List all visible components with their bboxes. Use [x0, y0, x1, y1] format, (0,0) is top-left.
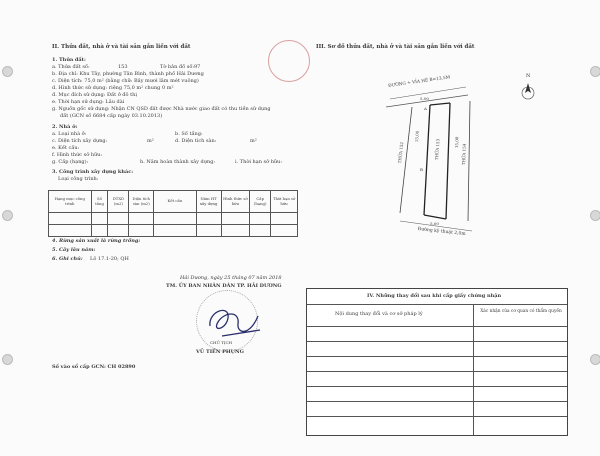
- perennial-heading: 5. Cây lâu năm:: [52, 247, 96, 253]
- table-header-cell: DTXD (m2): [108, 191, 129, 213]
- purpose: đ. Mục đích sử dụng: Đất ở đô thị: [52, 92, 137, 98]
- floor-count: b. Số tầng:: [175, 131, 203, 137]
- structure: e. Kết cấu:: [52, 145, 80, 151]
- changes-col2-header: Xác nhận của cơ quan có thẩm quyền: [480, 309, 562, 314]
- other-type: Loại công trình:: [58, 176, 99, 182]
- changes-col1-header: Nội dung thay đổi và cơ sở pháp lý: [335, 311, 423, 317]
- land-heading: 1. Thửa đất:: [52, 57, 86, 63]
- table-header-cell: Hình thức sở hữu: [221, 191, 250, 213]
- table-header-cell: Cấp (hạng): [250, 191, 271, 213]
- bottom-road-label: Đường kỹ thuật 2,0m: [417, 227, 466, 238]
- parcel-label-center: THỬA 153: [434, 138, 441, 161]
- punch-hole: [590, 354, 600, 365]
- house-type: a. Loại nhà ở:: [52, 131, 87, 137]
- note-label: 6. Ghi chú:: [52, 256, 83, 262]
- table-header-cell: Kết cấu: [154, 191, 197, 213]
- built-year: h. Năm hoàn thành xây dựng:: [140, 159, 216, 165]
- changes-table: [306, 288, 568, 436]
- map-sheet-label: Tờ bản đồ số:: [160, 64, 195, 70]
- section-2-title: II. Thửa đất, nhà ở và tài sản gắn liền với đất: [52, 44, 191, 50]
- corner-a: A: [424, 106, 427, 111]
- table-header-cell: Thời hạn sở hữu: [271, 191, 298, 213]
- house-heading: 2. Nhà ở:: [52, 124, 78, 130]
- table-header-row: [49, 191, 298, 213]
- table-row: [307, 371, 567, 387]
- length-right: 15,00: [454, 136, 460, 149]
- forest-heading: 4. Rừng sản xuất là rừng trồng:: [52, 238, 141, 244]
- other-works-table: [48, 190, 298, 237]
- signer-name: VŨ TIẾN PHỤNG: [196, 349, 244, 355]
- corner-b: B: [420, 167, 423, 172]
- parcel-no: 153: [118, 64, 128, 70]
- area: c. Diện tích: 75,0 m² (bằng chữ: Bảy mươi lăm mét vuông): [52, 78, 199, 84]
- width-bottom: 5,00: [430, 221, 439, 226]
- table-row: [307, 356, 567, 372]
- table-header-cell: Hạng mục công trình: [49, 191, 92, 213]
- term: e. Thời hạn sử dụng: Lâu dài: [52, 99, 125, 105]
- signer-title: CHỦ TỊCH: [210, 340, 232, 345]
- parcel-no-label: a. Thửa đất số:: [52, 64, 90, 70]
- table-row: [307, 401, 567, 417]
- ownership-term: i. Thời hạn sở hữu:: [235, 159, 283, 165]
- address: b. Địa chỉ: Khu Tây, phường Tân Bình, thành phố Hải Dương: [52, 71, 204, 77]
- build-area: c. Diện tích xây dựng:: [52, 138, 108, 144]
- section-3-title: III. Sơ đồ thửa đất, nhà ở và tài sản gắn liền với đất: [316, 44, 475, 50]
- other-heading: 3. Công trình xây dựng khác:: [52, 169, 134, 175]
- table-header-cell: Số tầng: [91, 191, 108, 213]
- punch-hole: [2, 210, 13, 221]
- origin-line-1: g. Nguồn gốc sử dụng: Nhận CN QSD đất được Nhà nước giao đất có thu tiền sử dụng: [52, 106, 271, 112]
- punch-hole: [590, 210, 600, 221]
- length-left: 15,00: [414, 130, 420, 143]
- punch-hole: [590, 66, 600, 77]
- road-label: ĐƯỜNG + VỈA HÈ B=13.5M: [388, 75, 451, 89]
- parcel-label-left: THỬA 152: [397, 141, 405, 164]
- table-row: [49, 213, 298, 225]
- cert-number: Số vào sổ cấp GCN: CH 02890: [52, 364, 136, 370]
- grade: g. Cấp (hạng):: [52, 159, 89, 165]
- parcel-label-right: THỬA 154: [461, 143, 467, 166]
- table-header-cell: Diện tích sàn (m2): [129, 191, 154, 213]
- authority: TM. ỦY BAN NHÂN DÂN TP. HẢI DƯƠNG: [166, 283, 282, 289]
- changes-title: IV. Những thay đổi sau khi cấp giấy chứng nhận: [367, 293, 502, 299]
- table-row: [307, 326, 567, 342]
- floor-area: d. Diện tích sàn:: [175, 138, 217, 144]
- width-top: 5,00: [420, 96, 429, 101]
- build-area-unit: m²: [147, 138, 154, 144]
- north-arrow-icon: [522, 83, 534, 99]
- floor-area-unit: m²: [250, 138, 257, 144]
- table-row: [307, 341, 567, 357]
- origin-line-2: đất (GCN số 6684 cấp ngày 03.10.2013): [60, 113, 163, 119]
- punch-hole: [2, 354, 13, 365]
- punch-hole: [2, 66, 13, 77]
- table-header-cell: Năm HT xây dựng: [196, 191, 221, 213]
- use-form: d. Hình thức sử dụng: riêng 75,0 m² chung 0 m²: [52, 85, 174, 91]
- map-sheet: 97: [194, 64, 201, 70]
- ownership: f. Hình thức sở hữu:: [52, 152, 103, 158]
- table-row: [49, 225, 298, 237]
- north-label: N: [526, 73, 531, 79]
- signature: [200, 296, 270, 346]
- note-text: Lô 17.1-20; QH: [90, 256, 129, 262]
- table-row: [307, 386, 567, 402]
- place-date: Hải Dương, ngày 25 tháng 07 năm 2018: [180, 275, 282, 281]
